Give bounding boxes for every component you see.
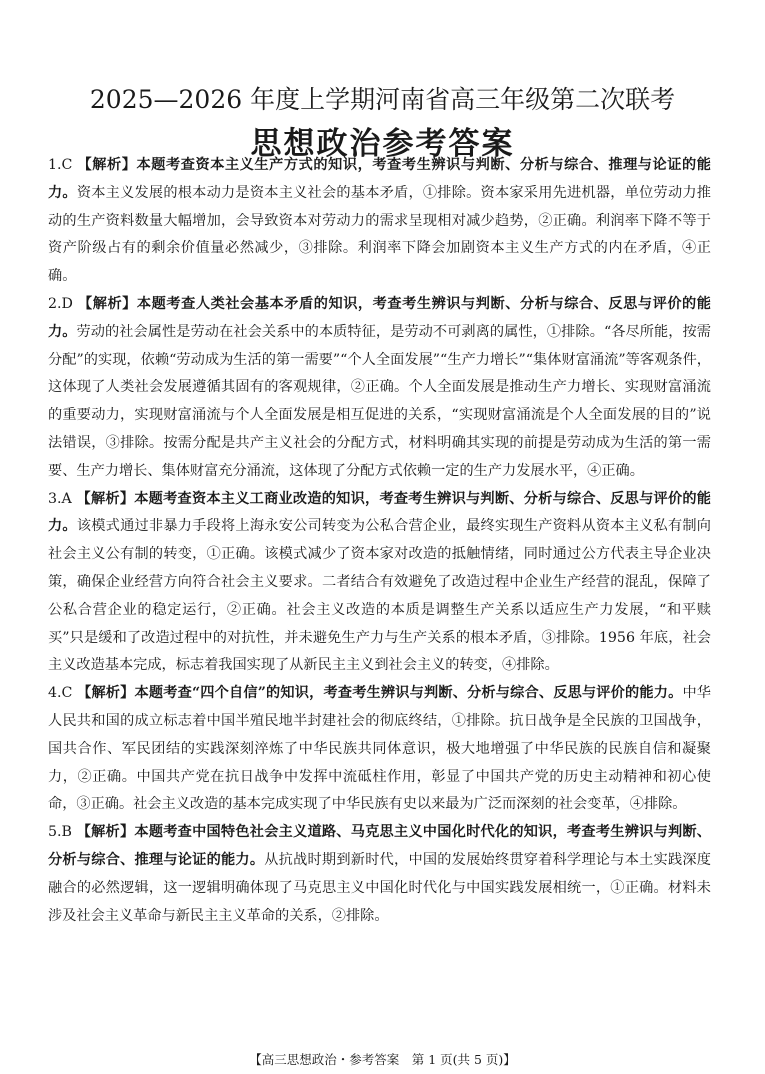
question-explanation: 从抗战时期到新时代，中国的发展始终贯穿着科学理论与本土实践深度融合的必然逻辑，这一逻辑明确体现了马克思主义中国化时代化与中国实践发展相统一，①正确。材料未涉及社会主义革命与新民主主义革命的关系，②排除。 [48, 851, 711, 924]
question-number: 2.D [48, 295, 73, 312]
answer-item [48, 486, 711, 681]
analysis-label: 【解析】 [77, 685, 135, 702]
question-explanation: 该模式通过非暴力手段将上海永安公司转变为公私合营企业，最终实现生产资料从资本主义私有制向社会主义公有制的转变，①正确。该模式减少了资本家对改造的抵触情绪，同时通过公方代表主导企业决策，确保企业经营方向符合社会主义要求。二者结合有效避免了改造过程中企业生产经营的混乱，保障了公私合营企业的稳定运行，②正确。社会主义改造的本质是调整生产关系以适应生产力发展，“和平赎买”只是缓和了改造过程中的对抗性，并未避免生产力与生产关系的根本矛盾，③排除。1956 年底，社会主义改造基本完成，标志着我国实现了从新民主主义到社会主义的转变，④排除。 [48, 518, 711, 674]
question-explanation: 资本主义发展的根本动力是资本主义社会的基本矛盾，①排除。资本家采用先进机器，单位劳动力推动的生产资料数量大幅增加，会导致资本对劳动力的需求呈现相对减少趋势，②正确。利润率下降不等于资产阶级占有的剩余价值量必然减少，③排除。利润率下降会加剧资本主义生产方式的内在矛盾，④正确。 [48, 184, 711, 285]
question-number: 5.B [48, 824, 72, 841]
answer-item [48, 152, 711, 291]
exam-title: 2025—2026 年度上学期河南省高三年级第二次联考 [89, 85, 676, 114]
answer-key-title: 思想政治参考答案 [250, 126, 515, 162]
analysis-label: 【解析】 [76, 490, 135, 507]
page-footer: 【高三思想政治・参考答案 第 1 页(共 5 页)】 [249, 1052, 516, 1067]
question-number: 1.C [48, 157, 73, 173]
question-explanation: 劳动的社会属性是劳动在社会关系中的本质特征，是劳动不可剥离的属性，①排除。“各尽所能，按需分配”的实现，依赖“劳动成为生活的第一需要”“个人全面发展”“生产力增长”“集体财富涌流”等客观条件，这体现了人类社会发展遵循其固有的客观规律，②正确。个人全面发展是推动生产力增长、实现财富涌流的重要动力，实现财富涌流与个人全面发展是相互促进的关系，“实现财富涌流是个人全面发展的目的”说法错误，③排除。按需分配是共产主义社会的分配方式，材料明确其实现的前提是劳动成为生活的第一需要、生产力增长、集体财富充分涌流，这体现了分配方式依赖一定的生产力发展水平，④正确。 [48, 323, 711, 479]
analysis-label: 【解析】 [77, 295, 137, 312]
question-number: 4.C [48, 685, 73, 702]
question-intro: 本题考查资本主义生产方式的知识，考查考生辨识与判断、分析与综合、推理与论证的能力。 [48, 157, 711, 201]
analysis-label: 【解析】 [77, 157, 137, 173]
question-intro: 本题考查中国特色社会主义道路、马克思主义中国化时代化的知识，考查考生辨识与判断、分析与综合、推理与论证的能力。 [48, 824, 711, 868]
answer-item [48, 680, 711, 819]
question-intro: 本题考查资本主义工商业改造的知识，考查考生辨识与判断、分析与综合、反思与评价的能力。 [48, 490, 711, 535]
question-explanation: 中华人民共和国的成立标志着中国半殖民地半封建社会的彻底终结，①排除。抗日战争是全民族的卫国战争，国共合作、军民团结的实践深刻淬炼了中华民族共同体意识，极大地增强了中华民族的民族自信和凝聚力，②正确。中国共产党在抗日战争中发挥中流砥柱作用，彰显了中国共产党的历史主动精神和初心使命，③正确。社会主义改造的基本完成实现了中华民族有史以来最为广泛而深刻的社会变革，④排除。 [48, 685, 711, 813]
question-intro: 本题考查“四个自信”的知识，考查考生辨识与判断、分析与综合、反思与评价的能力。 [134, 685, 683, 702]
analysis-label: 【解析】 [76, 824, 135, 841]
question-number: 3.A [48, 490, 72, 507]
answer-list [48, 152, 711, 930]
answer-item [48, 291, 711, 486]
answer-item [48, 819, 711, 930]
question-intro: 本题考查人类社会基本矛盾的知识，考查考生辨识与判断、分析与综合、反思与评价的能力。 [48, 295, 711, 340]
